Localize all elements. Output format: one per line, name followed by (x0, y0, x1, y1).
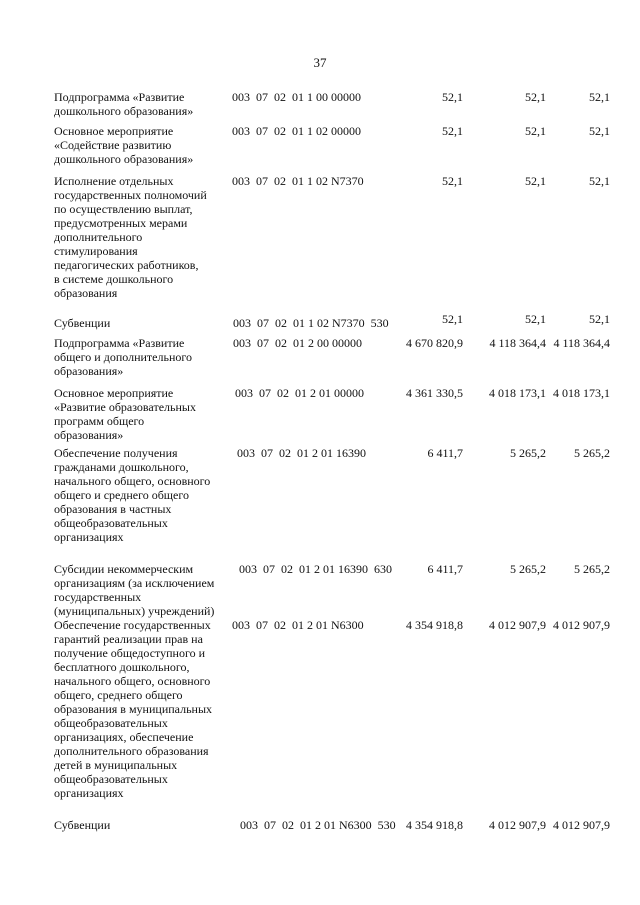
amount-year-2: 5 265,2 (510, 562, 546, 576)
amount-year-2: 4 012 907,9 (489, 818, 546, 832)
section-code: 07 (257, 316, 269, 330)
page-number: 37 (313, 55, 327, 70)
ministry-code: 003 (232, 90, 250, 104)
ministry-code: 003 (235, 386, 253, 400)
row-name: Подпрограмма «Развитие дошкольного образования» (54, 90, 194, 118)
amount-year-3: 52,1 (589, 90, 610, 104)
amount-year-1: 4 361 330,5 (406, 386, 463, 400)
subsection-code: 02 (282, 818, 294, 832)
row-name: Основное мероприятие «Развитие образовательных программ общего образования» (54, 386, 196, 442)
row-name: Субсидии некоммерческим организациям (за исключением государственных (муниципальных) учреждений) (54, 562, 215, 618)
ministry-code: 003 (233, 336, 251, 350)
classification-code (232, 124, 367, 138)
amount-year-3: 5 265,2 (574, 446, 610, 460)
amount-year-3: 52,1 (589, 124, 610, 138)
classification-code (239, 562, 398, 576)
classification-code (233, 336, 368, 350)
amount-year-1: 52,1 (442, 312, 463, 326)
amount-year-1: 52,1 (442, 124, 463, 138)
target-article-code: 01 1 02 00000 (292, 124, 361, 138)
row-name: Субвенции (54, 818, 111, 832)
subsection-code: 02 (274, 618, 286, 632)
subsection-code: 02 (274, 90, 286, 104)
amount-year-1: 4 354 918,8 (406, 818, 463, 832)
amount-year-2: 52,1 (525, 312, 546, 326)
section-code: 07 (257, 336, 269, 350)
section-code: 07 (256, 124, 268, 138)
classification-code (237, 446, 372, 460)
classification-code (232, 618, 370, 632)
target-article-code: 01 1 02 N7370 (292, 174, 364, 188)
target-article-code: 01 2 01 N6300 (292, 618, 364, 632)
amount-year-3: 5 265,2 (574, 562, 610, 576)
classification-code (240, 818, 402, 832)
target-article-code: 01 2 01 00000 (295, 386, 364, 400)
amount-year-2: 5 265,2 (510, 446, 546, 460)
expense-type-code: 530 (377, 818, 396, 832)
subsection-code: 02 (274, 174, 286, 188)
expense-type-code: 630 (374, 562, 392, 576)
ministry-code: 003 (233, 316, 251, 330)
ministry-code: 003 (237, 446, 255, 460)
amount-year-2: 4 118 364,4 (489, 336, 546, 350)
section-code: 07 (263, 562, 275, 576)
target-article-code: 01 2 01 N6300 (300, 818, 372, 832)
amount-year-2: 52,1 (525, 124, 546, 138)
subsection-code: 02 (277, 386, 289, 400)
ministry-code: 003 (239, 562, 257, 576)
amount-year-1: 6 411,7 (427, 562, 463, 576)
subsection-code: 02 (275, 316, 287, 330)
classification-code (233, 316, 395, 330)
ministry-code: 003 (232, 618, 250, 632)
section-code: 07 (256, 174, 268, 188)
row-name: Обеспечение государственных гарантий реализации прав на получение общедоступного и бесплатного дошкольного, начального общего, основного общего, среднего общего образования в муниципальных общеобразовательных организациях, обеспечение дополнительного образования детей в муниципальных общеобразовательных организациях (54, 618, 213, 800)
section-code: 07 (264, 818, 276, 832)
subsection-code: 02 (274, 124, 286, 138)
row-name: Подпрограмма «Развитие общего и дополнительного образования» (54, 336, 192, 378)
amount-year-1: 6 411,7 (427, 446, 463, 460)
amount-year-3: 4 118 364,4 (553, 336, 610, 350)
ministry-code: 003 (232, 174, 250, 188)
amount-year-3: 52,1 (589, 312, 610, 326)
section-code: 07 (256, 90, 268, 104)
amount-year-1: 4 354 918,8 (406, 618, 463, 632)
amount-year-3: 52,1 (589, 174, 610, 188)
section-code: 07 (259, 386, 271, 400)
amount-year-1: 52,1 (442, 174, 463, 188)
amount-year-1: 52,1 (442, 90, 463, 104)
target-article-code: 01 2 01 16390 (299, 562, 368, 576)
classification-code (235, 386, 370, 400)
ministry-code: 003 (232, 124, 250, 138)
ministry-code: 003 (240, 818, 258, 832)
row-name: Основное мероприятие «Содействие развитию дошкольного образования» (54, 124, 194, 166)
target-article-code: 01 2 01 16390 (297, 446, 366, 460)
subsection-code: 02 (279, 446, 291, 460)
subsection-code: 02 (281, 562, 293, 576)
target-article-code: 01 2 00 00000 (293, 336, 362, 350)
target-article-code: 01 1 02 N7370 (293, 316, 365, 330)
section-code: 07 (261, 446, 273, 460)
row-name: Обеспечение получения гражданами дошкольного, начального общего, основного общего и среднего общего образования в частных общеобразовательных организациях (54, 446, 211, 544)
amount-year-3: 4 018 173,1 (553, 386, 610, 400)
section-code: 07 (256, 618, 268, 632)
row-name: Субвенции (54, 316, 111, 330)
classification-code (232, 90, 367, 104)
amount-year-1: 4 670 820,9 (406, 336, 463, 350)
expense-type-code: 530 (370, 316, 389, 330)
target-article-code: 01 1 00 00000 (292, 90, 361, 104)
amount-year-2: 4 012 907,9 (489, 618, 546, 632)
amount-year-3: 4 012 907,9 (553, 618, 610, 632)
amount-year-2: 4 018 173,1 (489, 386, 546, 400)
subsection-code: 02 (275, 336, 287, 350)
amount-year-2: 52,1 (525, 174, 546, 188)
amount-year-2: 52,1 (525, 90, 546, 104)
row-name: Исполнение отдельных государственных полномочий по осуществлению выплат, предусмотренных мерами дополнительного стимулирования педагогических работников, в системе дошкольного образования (54, 174, 207, 300)
classification-code (232, 174, 370, 188)
amount-year-3: 4 012 907,9 (553, 818, 610, 832)
